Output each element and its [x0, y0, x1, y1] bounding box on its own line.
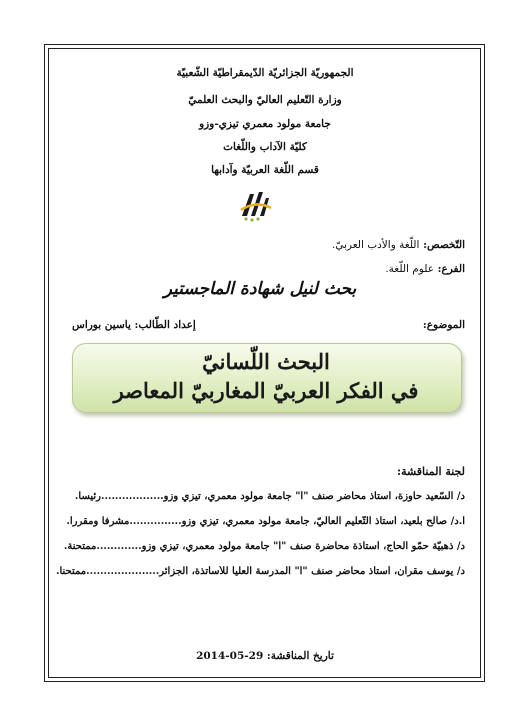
specialty-label: التّخصص:	[423, 239, 465, 251]
republic-name: الجمهوريّة الجزائريّة الدّيمقراطيّة الشّعبيّة	[176, 67, 354, 79]
specialty-field	[332, 239, 465, 251]
degree-title: بحث لنيل شهادة الماجستير	[163, 279, 357, 299]
university-name: جامعة مولود معمري تيزي-وزو	[199, 118, 331, 130]
ministry-name: وزارة التّعليم العاليّ والبحث العلميّ	[188, 94, 342, 106]
topic-label: الموضوع:	[422, 319, 465, 331]
specialty-value: اللّغة والأدب العربيّ.	[331, 239, 420, 251]
committee-member: د/ السّعيد حاوزة، أستاذ محاضر صنف "أ" جامعة مولود معمري، تيزي وزو..................رئيسا.	[74, 491, 465, 502]
faculty-name: كليّة الآداب واللّغات	[223, 141, 307, 153]
branch-value: علوم اللّغة.	[385, 263, 434, 275]
thesis-title-line-1: البحث اللّسانيّ	[202, 349, 330, 374]
thesis-title-line-2: في الفكر العربيّ المغاربيّ المعاصر	[113, 378, 419, 403]
committee-member: د/ ذهبيّة حمّو الحاج، أستاذة محاضرة صنف "أ" جامعة مولود معمري، تيزي وزو.............ممتحنة.	[63, 541, 465, 552]
university-logo-icon	[238, 186, 274, 222]
committee-member: د/ يوسف مقران، أستاذ محاضر صنف "أ" المدرسة العليا للأساتذة، الجزائر.....................ممتحنا.	[55, 566, 465, 577]
committee-heading: لجنة المناقشة:	[397, 465, 465, 478]
department-name: قسم اللّغة العربيّة وآدابها	[211, 164, 319, 176]
branch-field	[385, 263, 465, 275]
prepared-by: إعداد الطّالب: ياسين بوراس	[72, 319, 196, 331]
defense-date: تاريخ المناقشة: 29-05-2014	[196, 650, 334, 662]
committee-member: أ.د/ صالح بلعيد، أستاذ التّعليم العاليّ، جامعة مولود معمري، تيزي وزو...............مشرفا ومقررا.	[66, 516, 465, 527]
branch-label: الفرع:	[437, 263, 465, 275]
